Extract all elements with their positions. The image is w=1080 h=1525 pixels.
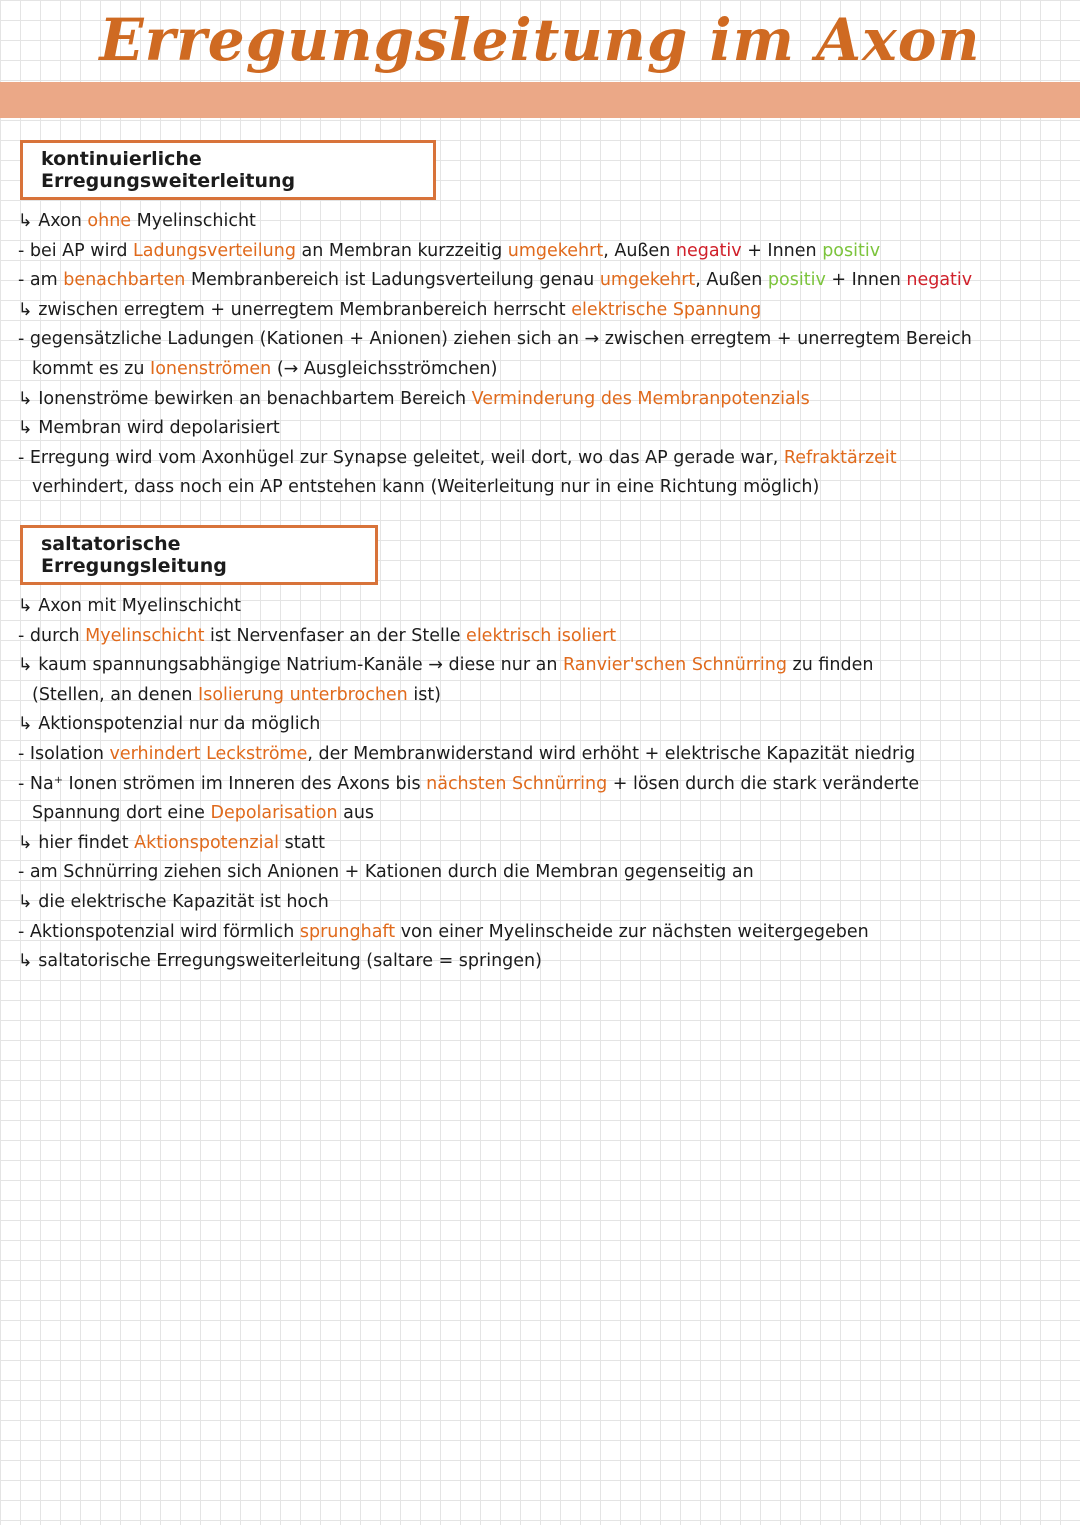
note-text: - Erregung wird vom Axonhügel zur Synapse geleitet, weil dort, wo das AP gerade war,: [18, 447, 784, 468]
note-text: an Membran kurzzeitig: [295, 240, 508, 261]
note-text: , der Membranwiderstand wird erhöht + elektrische Kapazität niedrig: [307, 743, 916, 764]
highlight-text: Verminderung des Membranpotenzials: [471, 388, 810, 409]
note-text: ↳ kaum spannungsabhängige Natrium-Kanäle → diese nur an: [18, 655, 563, 676]
note-text: + Innen: [825, 270, 907, 291]
section-heading-text: kontinuierliche Erregungsweiterleitung: [41, 148, 296, 192]
highlight-text: umgekehrt: [507, 240, 604, 261]
note-text: ↳ hier findet: [18, 832, 135, 853]
note-line: [18, 444, 1068, 474]
highlight-text: Aktionspotenzial: [134, 832, 280, 853]
note-text: - bei AP wird: [18, 240, 133, 261]
highlight-text: nächsten Schnürring: [426, 773, 608, 794]
note-text: ist): [407, 684, 442, 705]
note-text: Spannung dort eine: [32, 803, 211, 824]
note-text: , Außen: [603, 240, 676, 261]
note-line: [18, 385, 1068, 415]
note-text: - Aktionspotenzial wird förmlich: [18, 921, 300, 942]
section-continuous-notes: [18, 207, 1068, 503]
note-text: statt: [279, 832, 326, 853]
note-line: [18, 651, 1068, 681]
highlight-text: Refraktärzeit: [783, 447, 897, 468]
note-line: [18, 325, 1068, 355]
highlight-text: sprunghaft: [299, 921, 396, 942]
highlight-text: elektrisch isoliert: [466, 625, 617, 646]
note-line: [18, 296, 1068, 326]
note-text: kommt es zu: [32, 358, 151, 379]
note-line: [18, 355, 1068, 385]
note-line: [18, 414, 1068, 444]
note-text: von einer Myelinscheide zur nächsten weitergegeben: [395, 921, 869, 942]
note-text: ↳ Aktionspotenzial nur da möglich: [18, 714, 321, 735]
note-line: [18, 858, 1068, 888]
note-text: ↳ zwischen erregtem + unerregtem Membranbereich herrscht: [18, 299, 572, 320]
highlight-text: Ionenströmen: [150, 358, 272, 379]
title-banner: [0, 82, 1080, 118]
highlight-text: positiv: [822, 240, 881, 261]
note-line: [18, 710, 1068, 740]
note-text: Membranbereich ist Ladungsverteilung genau: [185, 270, 600, 291]
note-text: ↳ die elektrische Kapazität ist hoch: [18, 891, 329, 912]
section-heading-continuous: [20, 140, 436, 200]
note-line: [18, 473, 1068, 503]
note-text: verhindert, dass noch ein AP entstehen kann (Weiterleitung nur in eine Richtung möglich): [32, 477, 820, 498]
highlight-text: negativ: [906, 270, 973, 291]
highlight-text: benachbarten: [63, 270, 186, 291]
page-title: Erregungsleitung im Axon: [99, 6, 981, 74]
note-text: (Stellen, an denen: [32, 684, 199, 705]
note-text: ↳ saltatorische Erregungsweiterleitung (saltare = springen): [18, 951, 542, 972]
highlight-text: positiv: [767, 270, 826, 291]
section-saltatory-notes: [18, 592, 1068, 977]
note-text: - durch: [18, 625, 86, 646]
note-text: aus: [337, 803, 375, 824]
section-heading-text: saltatorische Erregungsleitung: [41, 533, 227, 577]
note-text: Myelinschicht: [131, 211, 256, 231]
highlight-text: Depolarisation: [210, 803, 338, 824]
highlight-text: Ladungsverteilung: [133, 240, 296, 261]
note-line: [18, 266, 1068, 296]
note-text: - gegensätzliche Ladungen (Kationen + Anionen) ziehen sich an → zwischen erregtem + unerregtem Bereich: [18, 329, 972, 350]
note-text: - am Schnürring ziehen sich Anionen + Kationen durch die Membran gegenseitig an: [18, 862, 754, 883]
note-text: ↳ Ionenströme bewirken an benachbartem Bereich: [18, 388, 472, 409]
note-line: [18, 799, 1068, 829]
highlight-text: umgekehrt: [599, 270, 696, 291]
highlight-text: elektrische Spannung: [571, 299, 762, 320]
highlight-text: Ranvier'schen Schnürring: [562, 655, 787, 676]
note-text: , Außen: [695, 270, 768, 291]
note-text: ↳ Membran wird depolarisiert: [18, 418, 280, 439]
note-text: ist Nervenfaser an der Stelle: [204, 625, 467, 646]
note-line: [18, 829, 1068, 859]
note-line: [18, 681, 1068, 711]
note-line: [18, 237, 1068, 267]
highlight-text: Isolierung unterbrochen: [198, 684, 408, 705]
highlight-text: verhindert Leckströme: [109, 743, 308, 764]
note-line: [18, 592, 1068, 622]
note-text: ↳ Axon mit Myelinschicht: [18, 596, 242, 616]
note-line: [18, 918, 1068, 948]
note-text: - Na⁺ Ionen strömen im Inneren des Axons bis: [18, 773, 427, 794]
note-text: (→ Ausgleichsströmchen): [271, 358, 498, 379]
section-heading-saltatory: [20, 525, 378, 585]
note-line: [18, 888, 1068, 918]
highlight-text: negativ: [675, 240, 742, 261]
note-line: [18, 947, 1068, 977]
highlight-text: ohne: [87, 211, 132, 231]
note-line: [18, 740, 1068, 770]
note-text: ↳ Axon: [18, 211, 88, 231]
note-text: + Innen: [741, 240, 823, 261]
note-line: [18, 207, 1068, 237]
note-text: - Isolation: [18, 743, 110, 764]
note-line: [18, 770, 1068, 800]
note-text: - am: [18, 270, 64, 291]
note-line: [18, 622, 1068, 652]
highlight-text: Myelinschicht: [85, 625, 205, 646]
note-text: zu finden: [786, 655, 874, 676]
note-text: + lösen durch die stark veränderte: [607, 773, 920, 794]
